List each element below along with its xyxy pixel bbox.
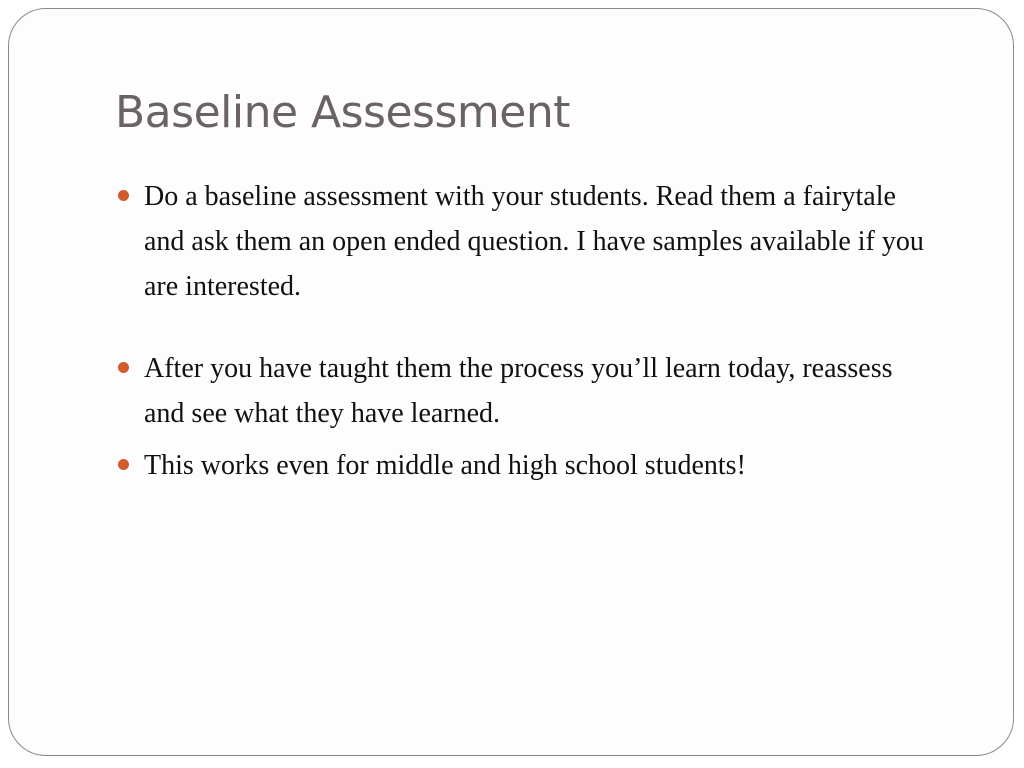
bullet-item [115,174,935,309]
slide-frame [8,8,1014,756]
bullet-dot-icon [118,190,129,201]
bullet-item [115,443,935,488]
bullet-dot-icon [118,362,129,373]
bullet-text: Do a baseline assessment with your students. Read them a fairytale and ask them an open ended question. I have samples available if you are interested. [144,181,924,302]
bullet-list [115,174,935,488]
bullet-dot-icon [118,459,129,470]
slide-title: Baseline Assessment [115,87,570,138]
bullet-item [115,346,935,436]
bullet-text: This works even for middle and high school students! [144,450,746,481]
bullet-text: After you have taught them the process you’ll learn today, reassess and see what they have learned. [144,353,893,429]
